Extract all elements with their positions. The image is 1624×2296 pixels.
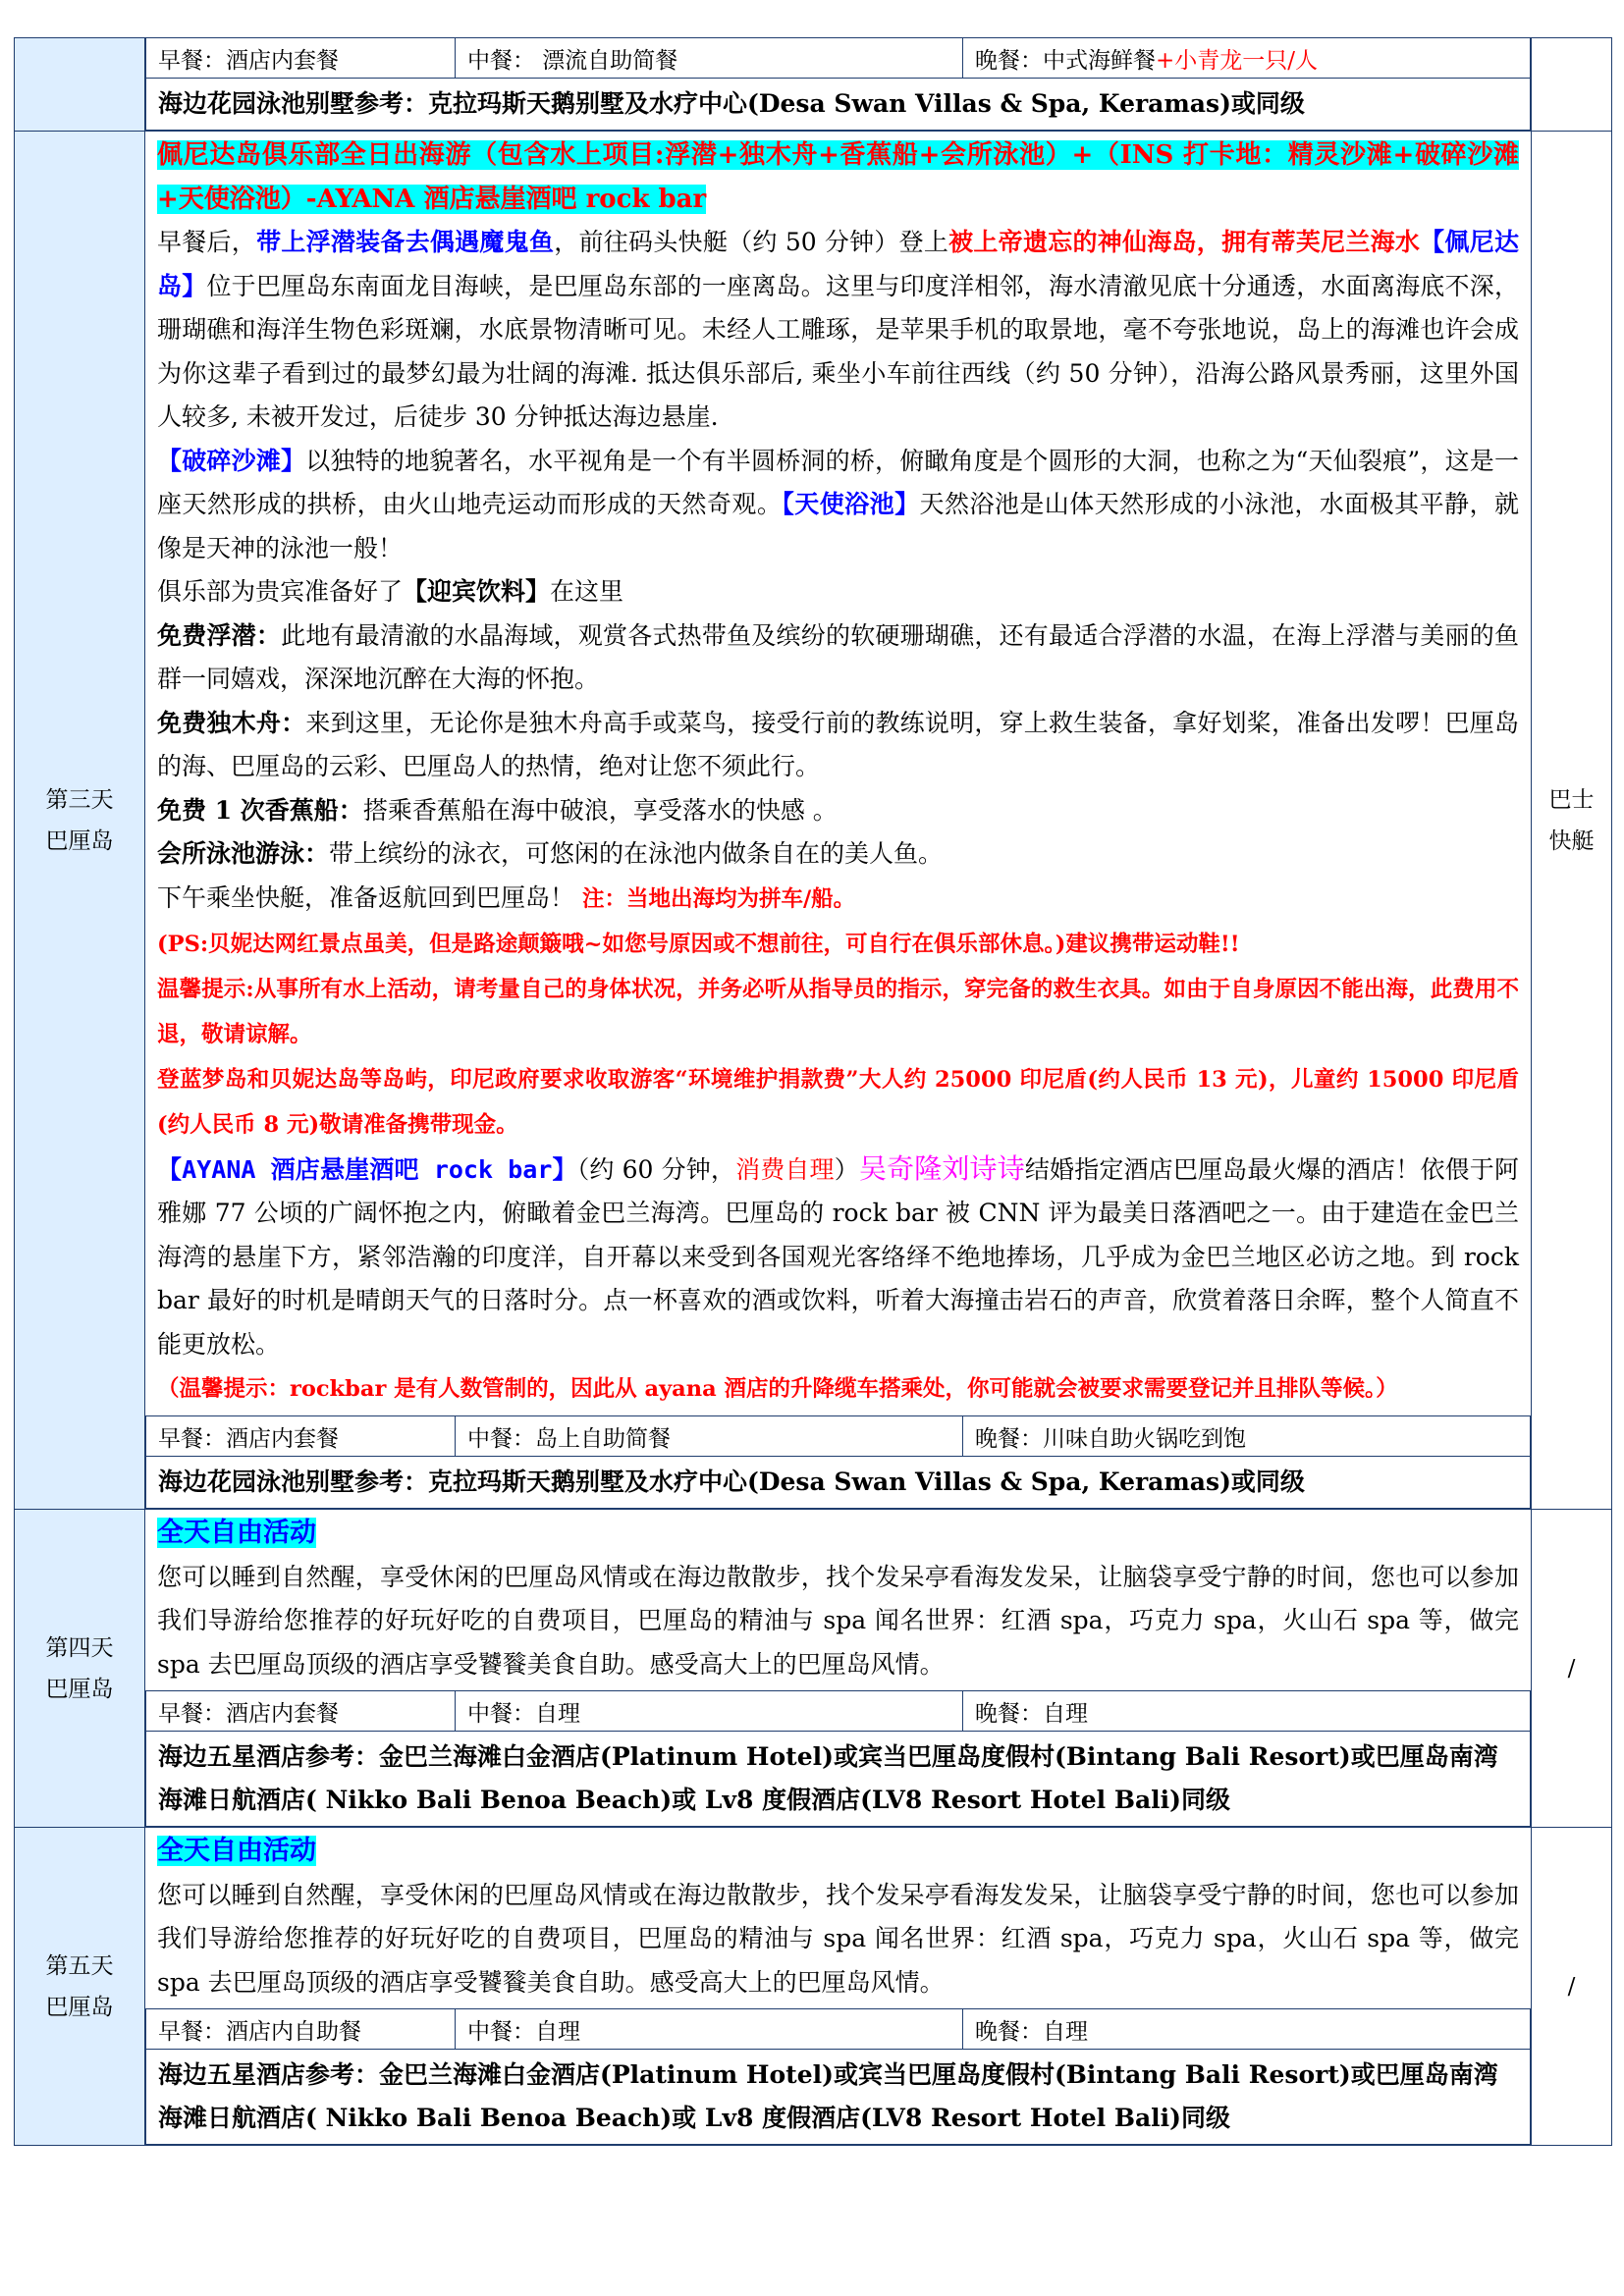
day2-hotel <box>146 79 1531 131</box>
hotel-cell: 海边花园泳池别墅参考：克拉玛斯天鹅别墅及水疗中心(Desa Swan Villas & Spa, Keramas)或同级 <box>146 79 1531 131</box>
day5-transport: / <box>1532 1828 1612 2146</box>
breakfast-cell: 早餐：酒店内自助餐 <box>146 2009 456 2050</box>
dinner-cell: 晚餐：自理 <box>963 2009 1531 2050</box>
hotel-cell: 海边五星酒店参考：金巴兰海滩白金酒店(Platinum Hotel)或宾当巴厘岛度假村(Bintang Bali Resort)或巴厘岛南湾海滩日航酒店( Nikko Bali Benoa Beach)或 Lv8 度假酒店(LV8 Resort Hotel Bali)同级 <box>146 2050 1531 2145</box>
day4-content <box>145 1510 1532 1828</box>
day5-row <box>15 1828 1612 2146</box>
day5-day-cell <box>15 1828 145 2146</box>
day5-title: 全天自由活动 <box>157 1836 316 1866</box>
day3-transport: 巴士 快艇 <box>1532 132 1612 1510</box>
dinner-cell: 晚餐：川味自助火锅吃到饱 <box>963 1416 1531 1457</box>
day4-transport: / <box>1532 1510 1612 1828</box>
place-label: 巴厘岛 <box>45 1994 114 2020</box>
day2-tail-transport <box>1532 38 1612 132</box>
day4-body <box>145 1510 1531 1690</box>
day3-row <box>15 132 1612 1510</box>
day4-text: 您可以睡到自然醒，享受休闲的巴厘岛风情或在海边散散步，找个发呆亭看海发发呆，让脑袋享受宁静的时间，您也可以参加我们导游给您推荐的好玩好吃的自费项目，巴厘岛的精油与 spa 闻名世界：红酒 spa，巧克力 spa，火山石 spa 等，做完 spa 去巴厘岛顶级的酒店享受饕餮美食自助。感受高大上的巴厘岛风情。 <box>157 1562 1519 1679</box>
day5-hotel <box>146 2050 1531 2145</box>
warm-tip: 温馨提示:从事所有水上活动，请考量自己的身体状况，并务必听从指导员的指示，穿完备的救生衣具。如由于自身原因不能出海，此费用不退，敬请谅解。 <box>157 976 1519 1047</box>
day3-content <box>145 132 1532 1510</box>
day5-content <box>145 1828 1532 2146</box>
breakfast-cell: 早餐：酒店内套餐 <box>146 1691 456 1732</box>
day4-title: 全天自由活动 <box>157 1518 316 1548</box>
breakfast-cell: 早餐：酒店内套餐 <box>146 1416 456 1457</box>
day2-tail-day-cell <box>15 38 145 132</box>
rockbar-tip: （温馨提示：rockbar 是有人数管制的，因此从 ayana 酒店的升降缆车搭乘处，你可能就会被要求需要登记并且排队等候。） <box>157 1376 1398 1402</box>
day3-day-cell <box>15 132 145 1510</box>
day-label: 第五天 <box>45 1952 114 1979</box>
day2-meals <box>146 38 1531 79</box>
dinner-cell: 晚餐：自理 <box>963 1691 1531 1732</box>
hotel-cell: 海边五星酒店参考：金巴兰海滩白金酒店(Platinum Hotel)或宾当巴厘岛度假村(Bintang Bali Resort)或巴厘岛南湾海滩日航酒店( Nikko Bali Benoa Beach)或 Lv8 度假酒店(LV8 Resort Hotel Bali)同级 <box>146 1732 1531 1827</box>
day4-row <box>15 1510 1612 1828</box>
lunch-cell: 中餐：岛上自助简餐 <box>456 1416 963 1457</box>
day4-hotel <box>146 1732 1531 1827</box>
day3-body: 佩尼达岛俱乐部全日出海游（包含水上项目:浮潜+独木舟+香蕉船+会所泳池）+（INS 打卡地：精灵沙滩+破碎沙滩+天使浴池）-AYANA 酒店悬崖酒吧 rock bar 早餐后，带上浮潜装备去偶遇魔鬼鱼，前往码头快艇（约 50 分钟）登上被上帝遗忘的神仙海岛，拥有蒂芙尼兰海水【佩尼达岛】位于巴厘岛东南面龙目海峡，是巴厘岛东部的一座离岛。这里与印度洋相邻，海水清澈见底十分通透，水面离海底不深，珊瑚礁和海洋生物色彩斑斓，水底景物清晰可见。未经人工雕琢，是苹果手机的取景地，毫不夸张地说，岛上的海滩也许会成为你这辈子看到过的最梦幻最为壮阔的海滩. 抵达俱乐部后, 乘坐小车前往西线（约 50 分钟），沿海公路风景秀丽，这里外国人较多, 未被开发过，后徒步 30 分钟抵达海边悬崖. 【破碎沙滩】以独特的地貌著名，水平视角是一个有半圆桥洞的桥，俯瞰角度是个圆形的大洞，也称之为“天仙裂痕”，这是一座天然形成的拱桥，由火山地壳运动而形成的天然奇观。【天使浴池】天然浴池是山体天然形成的小泳池，水面极其平静，就像是天神的泳池一般！ 俱乐部为贵宾准备好了【迎宾饮料】在这里 免费浮潜：此地有最清澈的水晶海域，观赏各式热带鱼及缤纷的软硬珊瑚礁，还有最适合浮潜的水温，在海上浮潜与美丽的鱼群一同嬉戏，深深地沉醉在大海的怀抱。 免费独木舟：来到这里，无论你是独木舟高手或菜鸟，接受行前的教练说明，穿上救生装备，拿好划桨，准备出发啰！巴厘岛的海、巴厘岛的云彩、巴厘岛人的热情，绝对让您不须此行。 免费 1 次香蕉船：搭乘香蕉船在海中破浪，享受落水的快感 。 会所泳池游泳：带上缤纷的泳衣，可悠闲的在泳池内做条自在的美人鱼。 下午乘坐快艇，准备返航回到巴厘岛！ 注：当地出海均为拼车/船。 (PS:贝妮达网红景点虽美，但是路途颠簸哦~如您号原因或不想前往，可自行在俱乐部休息。)建议携带运动鞋!! 温馨提示:从事所有水上活动，请考量自己的身体状况，并务必听从指导员的指示，穿完备的救生衣具。如由于自身原因不能出海，此费用不退，敬请谅解。 登蓝梦岛和贝妮达岛等岛屿，印尼政府要求收取游客“环境维护捐款费”大人约 25000 印尼盾(约人民币 13 元)，儿童约 15000 印尼盾(约人民币 8 元)敬请准备携带现金。 【AYANA 酒店悬崖酒吧 rock bar】（约 60 分钟，消费自理）吴奇隆刘诗诗结婚指定酒店巴厘岛最火爆的酒店！依偎于阿雅娜 77 公顷的广阔怀抱之内，俯瞰着金巴兰海湾。巴厘岛的 rock bar 被 CNN 评为最美日落酒吧之一。由于建造在金巴兰海湾的悬崖下方，紧邻浩瀚的印度洋，自开幕以来受到各国观光客络绎不绝地捧场，几乎成为金巴兰地区必访之地。到 rock bar 最好的时机是晴朗天气的日落时分。点一杯喜欢的酒或饮料，听着大海撞击岩石的声音，欣赏着落日余晖，整个人简直不能更放松。 （温馨提示：rockbar 是有人数管制的，因此从 ayana 酒店的升降缆车搭乘处，你可能就会被要求需要登记并且排队等候。） <box>145 132 1531 1415</box>
day-label: 第三天 <box>45 786 114 813</box>
breakfast-cell: 早餐：酒店内套餐 <box>146 38 456 79</box>
day2-tail-row <box>15 38 1612 132</box>
day3-meals <box>146 1416 1531 1457</box>
dinner-cell: 晚餐：中式海鲜餐+小青龙一只/人 <box>963 38 1531 79</box>
day5-body <box>145 1828 1531 2008</box>
day4-meals <box>146 1691 1531 1732</box>
day3-title: 佩尼达岛俱乐部全日出海游（包含水上项目:浮潜+独木舟+香蕉船+会所泳池）+（INS 打卡地：精灵沙滩+破碎沙滩+天使浴池）-AYANA 酒店悬崖酒吧 rock bar <box>157 140 1519 214</box>
ps-note: (PS:贝妮达网红景点虽美，但是路途颠簸哦~如您号原因或不想前往，可自行在俱乐部休息。)建议携带运动鞋!! <box>157 931 1240 957</box>
day5-text: 您可以睡到自然醒，享受休闲的巴厘岛风情或在海边散散步，找个发呆亭看海发发呆，让脑袋享受宁静的时间，您也可以参加我们导游给您推荐的好玩好吃的自费项目，巴厘岛的精油与 spa 闻名世界：红酒 spa，巧克力 spa，火山石 spa 等，做完 spa 去巴厘岛顶级的酒店享受饕餮美食自助。感受高大上的巴厘岛风情。 <box>157 1880 1519 1997</box>
day5-meals <box>146 2009 1531 2050</box>
day-label: 第四天 <box>45 1634 114 1661</box>
day4-day-cell <box>15 1510 145 1828</box>
hotel-cell: 海边花园泳池别墅参考：克拉玛斯天鹅别墅及水疗中心(Desa Swan Villas & Spa, Keramas)或同级 <box>146 1457 1531 1509</box>
place-label: 巴厘岛 <box>45 1676 114 1702</box>
lunch-cell: 中餐：自理 <box>456 1691 963 1732</box>
day3-hotel <box>146 1457 1531 1509</box>
place-label: 巴厘岛 <box>45 828 114 854</box>
lunch-cell: 中餐：自理 <box>456 2009 963 2050</box>
lunch-cell: 中餐： 漂流自助简餐 <box>456 38 963 79</box>
fee-note: 登蓝梦岛和贝妮达岛等岛屿，印尼政府要求收取游客“环境维护捐款费”大人约 25000 印尼盾(约人民币 13 元)，儿童约 15000 印尼盾(约人民币 8 元)敬请准备携带现金。 <box>157 1066 1519 1138</box>
itinerary-table <box>14 37 1612 2146</box>
day2-tail-content <box>145 38 1532 132</box>
